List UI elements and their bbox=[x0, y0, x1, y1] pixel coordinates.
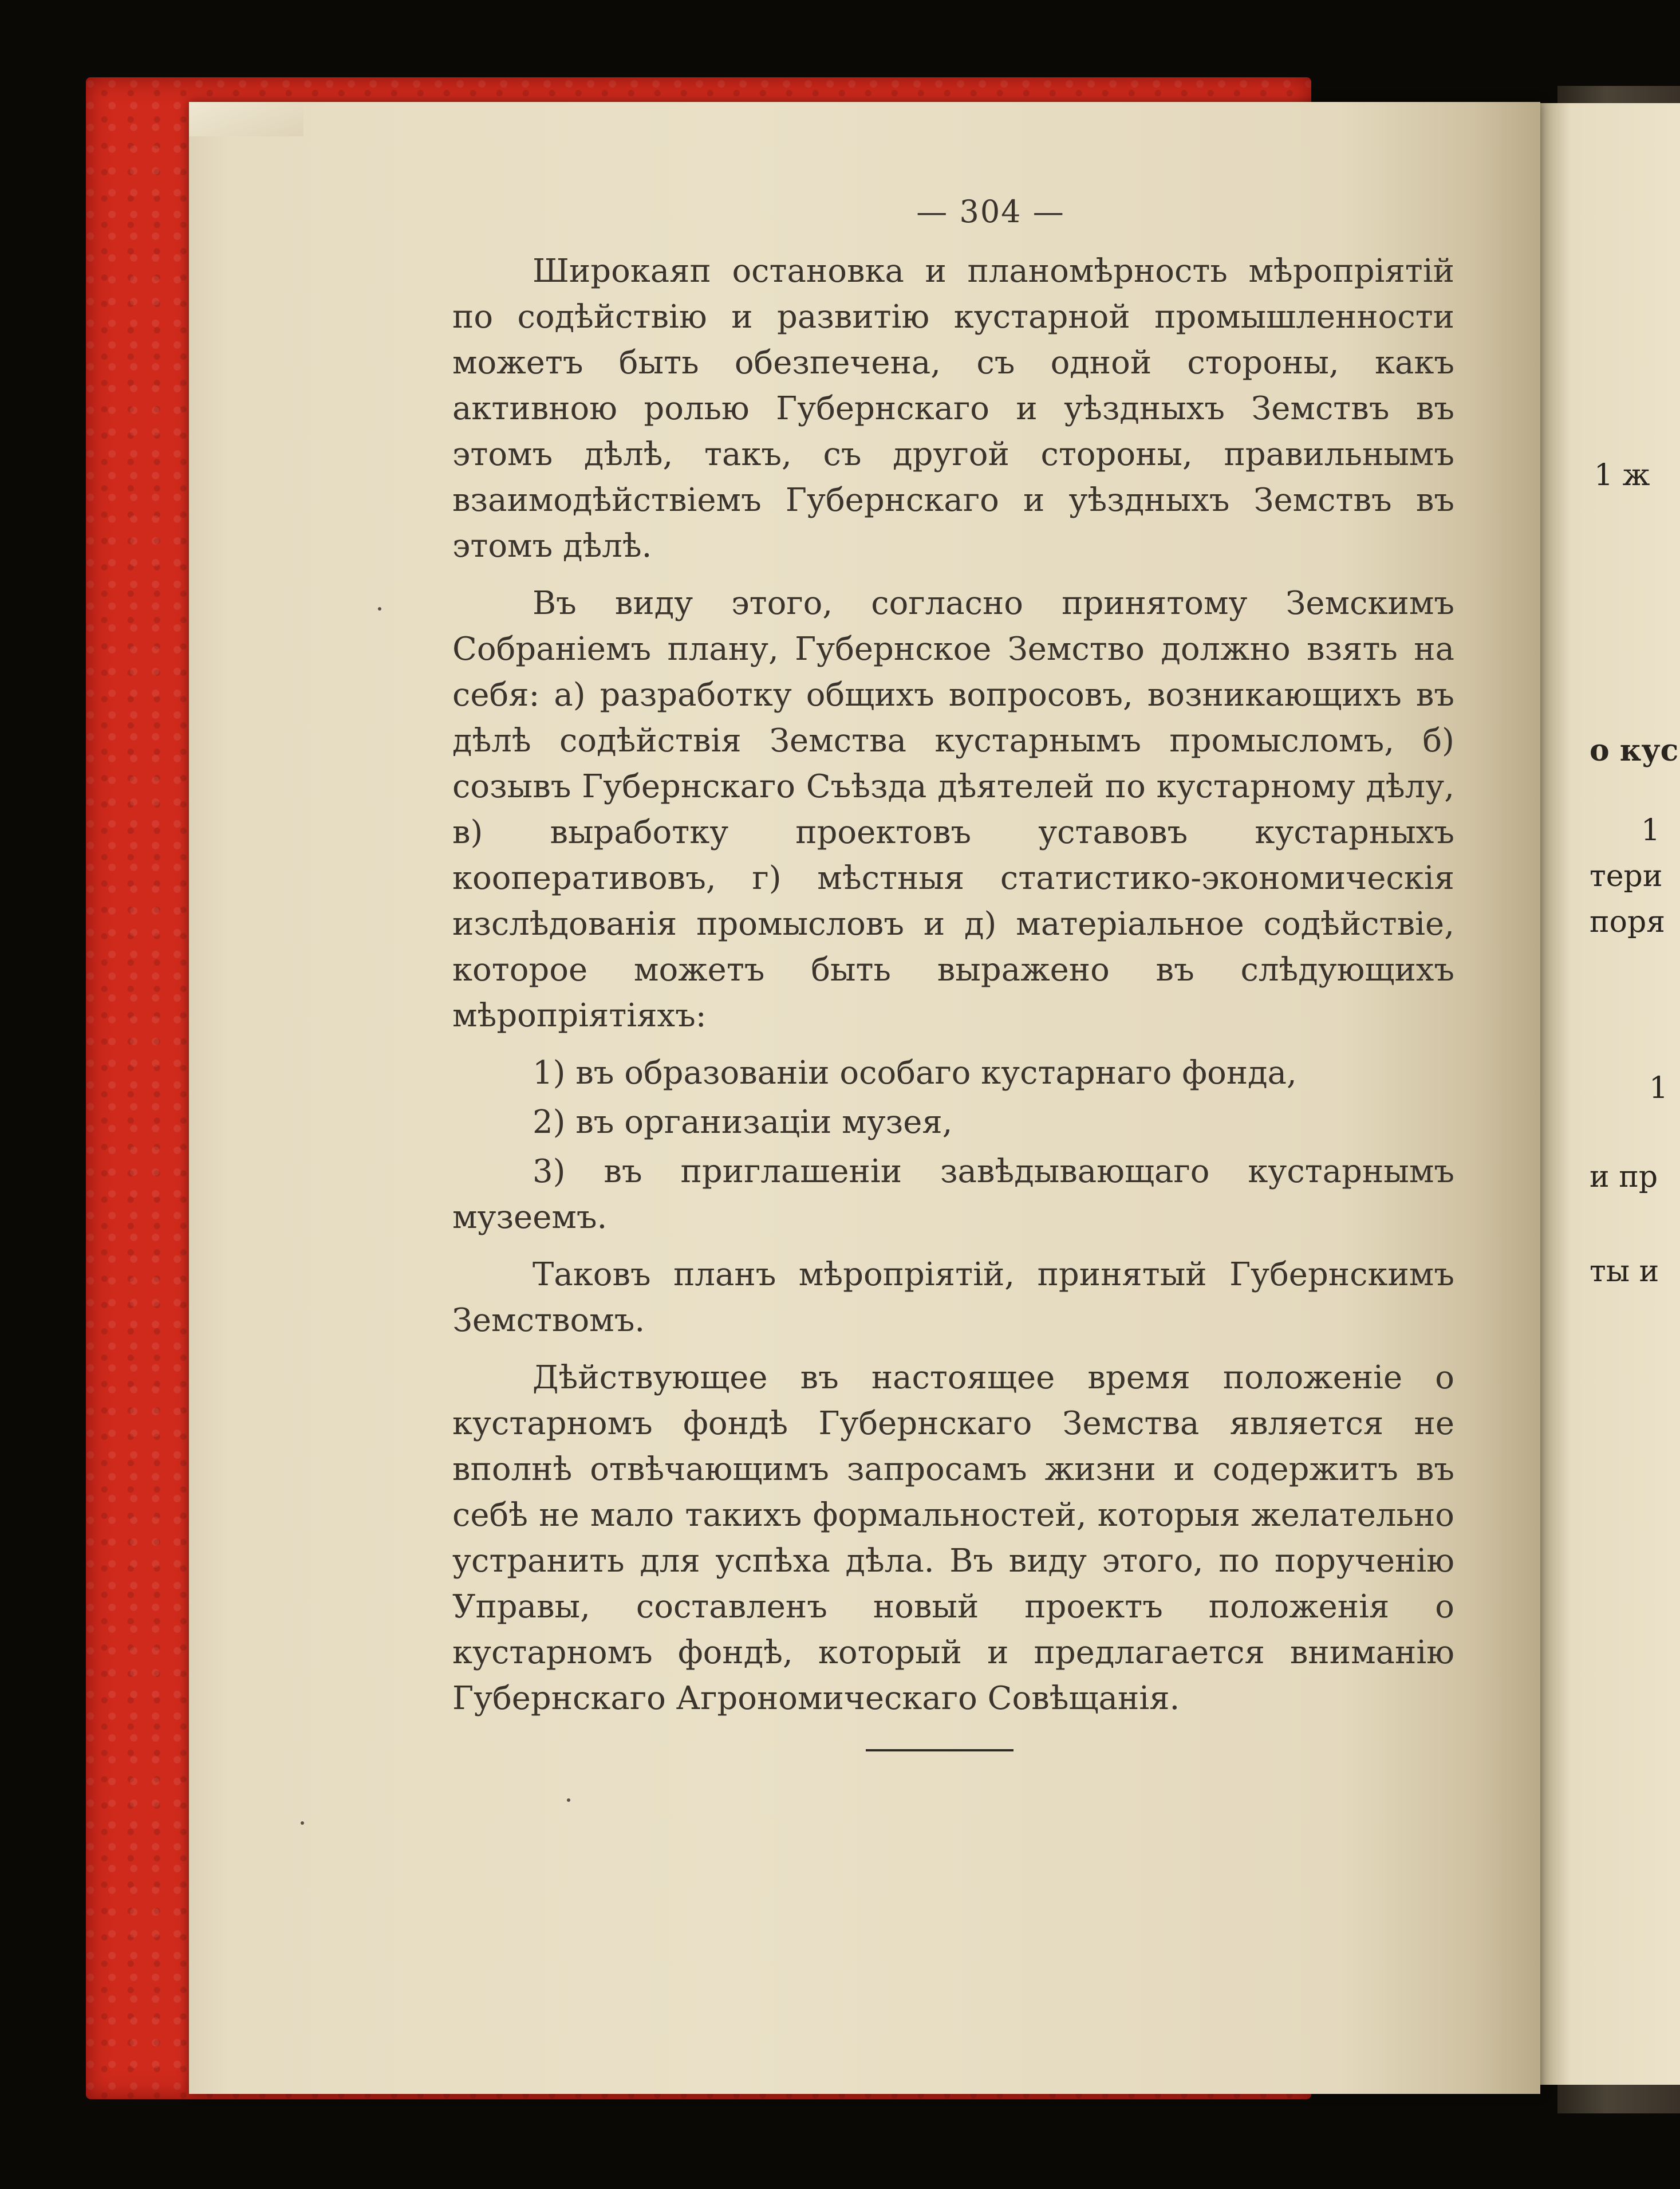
page-number: — 304 — bbox=[916, 194, 1065, 230]
paragraph: Широкаяп остановка и планомѣрность мѣропріятій по содѣйствію и развитію кустарной промышленности можетъ быть обезпечена, съ одной стороны, какъ активною ролью Губернскаго и уѣздныхъ Земствъ въ этомъ дѣлѣ, такъ, съ другой стороны, правильнымъ взаимодѣйствіемъ Губернскаго и уѣздныхъ Земствъ въ этомъ дѣлѣ. bbox=[452, 253, 1454, 565]
list-item: 2) въ организаціи музея, bbox=[533, 1104, 953, 1141]
facing-page-fragment: о кус bbox=[1590, 733, 1679, 768]
list-item: 1) въ образованіи особаго кустарнаго фонда, bbox=[533, 1054, 1297, 1092]
facing-page-fragment: поря bbox=[1590, 905, 1666, 939]
paper-speck bbox=[301, 1821, 304, 1825]
facing-page-fragment: и пр bbox=[1590, 1160, 1658, 1194]
facing-page bbox=[1535, 103, 1680, 2085]
facing-page-fragment: тери bbox=[1590, 859, 1663, 893]
paper-speck bbox=[567, 1798, 570, 1802]
facing-page-fragment: 1 bbox=[1649, 1071, 1669, 1105]
section-divider bbox=[866, 1749, 1013, 1751]
facing-page-fragment: 1 ж bbox=[1594, 458, 1650, 493]
list-item: 3) въ приглашеніи завѣдывающаго кустарнымъ музеемъ. bbox=[452, 1153, 1454, 1236]
paragraph: Таковъ планъ мѣропріятій, принятый Губернскимъ Земствомъ. bbox=[452, 1256, 1454, 1339]
paragraph: Дѣйствующее въ настоящее время положеніе о кустарномъ фондѣ Губернскаго Земства является не вполнѣ отвѣчающимъ запросамъ жизни и содержитъ въ себѣ не мало такихъ формальностей, которыя желательно устранить для успѣха дѣла. Въ виду этого, по порученію Управы, составленъ новый проектъ положенія о кустарномъ фондѣ, который и предлагается вниманію Губернскаго Агрономическаго Совѣщанія. bbox=[452, 1359, 1454, 1717]
paragraph: Въ виду этого, согласно принятому Земскимъ Собраніемъ плану, Губернское Земство должно взять на себя: а) разработку общихъ вопросовъ, возникающихъ въ дѣлѣ содѣйствія Земства кустарнымъ промысломъ, б) созывъ Губернскаго Съѣзда дѣятелей по кустарному дѣлу, в) выработку проектовъ уставовъ кустарныхъ кооперативовъ, г) мѣстныя статистико-экономическія изслѣдованія промысловъ и д) матеріальное содѣйствіе, которое можетъ быть выражено въ слѣдующихъ мѣропріятіяхъ: bbox=[452, 585, 1454, 1034]
facing-page-fragment: 1 bbox=[1641, 813, 1661, 848]
facing-page-fragment: ты и bbox=[1590, 1254, 1659, 1289]
page-corner bbox=[189, 102, 303, 136]
paper-speck bbox=[378, 607, 381, 611]
page-text bbox=[452, 189, 1454, 1733]
